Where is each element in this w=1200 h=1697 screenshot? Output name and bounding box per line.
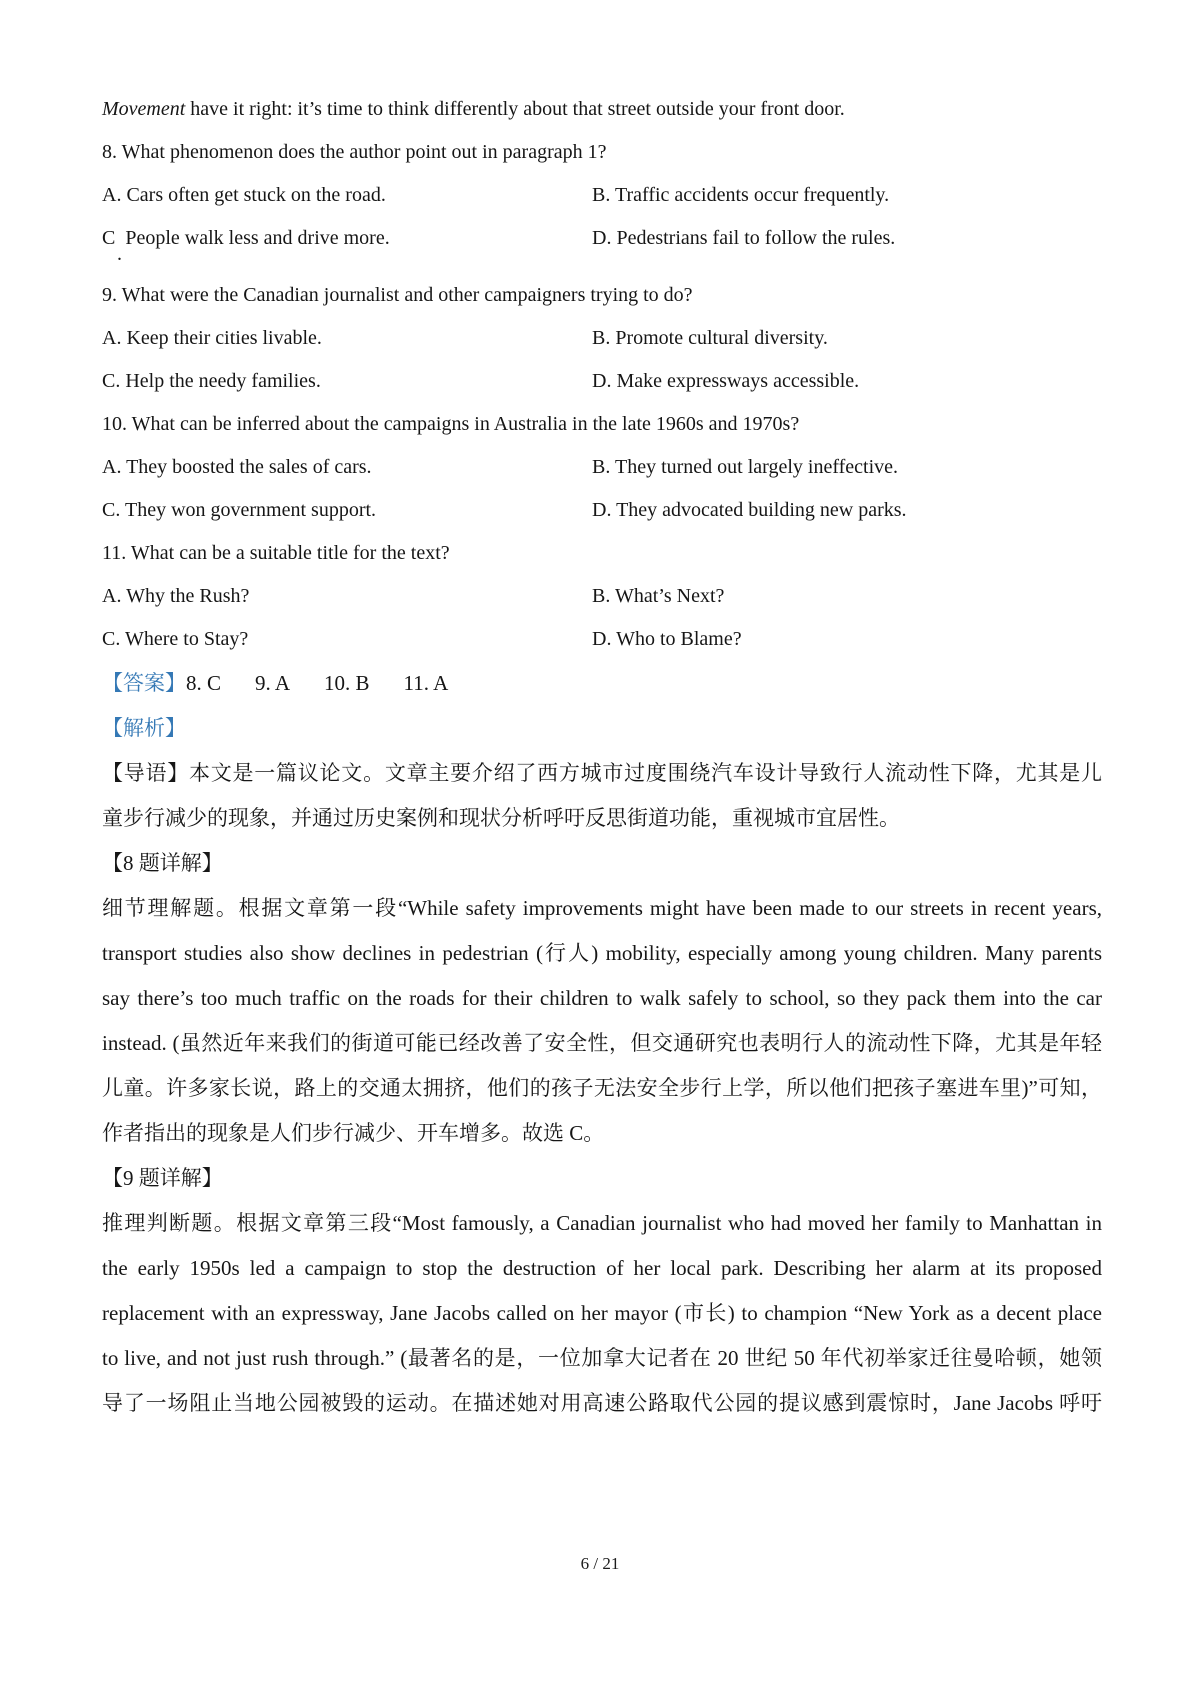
detail-8-line-3: say there’s too much traffic on the roads for their children to walk safely to school, so they pack them into the car	[102, 986, 1102, 1010]
detail-9-line-1: 推理判断题。根据文章第三段“Most famously, a Canadian journalist who had moved her family to Manhattan in	[102, 1211, 1102, 1235]
question-10-option-d: D. They advocated building new parks.	[592, 499, 907, 521]
answer-q11: 11. A	[403, 671, 449, 695]
question-9-option-a: A. Keep their cities livable.	[102, 327, 322, 349]
question-8-options-cd	[102, 217, 1102, 265]
analysis-label: 【解析】	[102, 716, 186, 740]
question-11-stem: 11. What can be a suitable title for the text?	[102, 542, 450, 564]
question-8-option-c: C People walk less and drive more.	[102, 227, 390, 249]
answer-q8: 8. C	[186, 671, 222, 695]
question-11-option-a: A. Why the Rush?	[102, 585, 250, 607]
detail-8-line-2: transport studies also show declines in pedestrian (行人) mobility, especially among young children. Many parents	[102, 941, 1102, 965]
passage-title-italic: Movement	[102, 98, 186, 120]
question-8-option-a: A. Cars often get stuck on the road.	[102, 184, 386, 206]
question-11-option-b: B. What’s Next?	[592, 585, 725, 607]
question-10-option-a: A. They boosted the sales of cars.	[102, 456, 372, 478]
question-11-options-ab	[102, 575, 1102, 618]
detail-8-line-1: 细节理解题。根据文章第一段“While safety improvements might have been made to our streets in recent years,	[102, 896, 1102, 920]
question-9-option-d: D. Make expressways accessible.	[592, 370, 860, 392]
overview-line-2: 童步行减少的现象，并通过历史案例和现状分析呼吁反思街道功能，重视城市宜居性。	[102, 806, 900, 830]
question-9-options-ab	[102, 317, 1102, 360]
question-10-option-c: C. They won government support.	[102, 499, 377, 521]
question-10-options-ab	[102, 446, 1102, 489]
detail-8-line-6: 作者指出的现象是人们步行减少、开车增多。故选 C。	[102, 1121, 605, 1145]
detail-9-heading: 【9 题详解】	[102, 1166, 223, 1190]
detail-9-line-4: to live, and not just rush through.” (最著名的是，一位加拿大记者在 20 世纪 50 年代初举家迁往曼哈顿，她领	[102, 1346, 1102, 1370]
answer-q9: 9. A	[255, 671, 291, 695]
question-11-option-c: C. Where to Stay?	[102, 628, 249, 650]
passage-closing-text: have it right: it’s time to think differently about that street outside your front door.	[185, 98, 845, 120]
question-10-option-b: B. They turned out largely ineffective.	[592, 456, 899, 478]
detail-9-line-5: 导了一场阻止当地公园被毁的运动。在描述她对用高速公路取代公园的提议感到震惊时，Jane Jacobs 呼吁	[102, 1391, 1102, 1415]
question-8-option-b: B. Traffic accidents occur frequently.	[592, 184, 890, 206]
question-11-option-d: D. Who to Blame?	[592, 628, 742, 650]
analysis-heading	[102, 706, 1102, 751]
answer-q10: 10. B	[324, 671, 370, 695]
question-9-option-b: B. Promote cultural diversity.	[592, 327, 828, 349]
question-11-options-cd	[102, 618, 1102, 661]
question-9-option-c: C. Help the needy families.	[102, 370, 321, 392]
question-9-options-cd	[102, 360, 1102, 403]
question-8-options-ab	[102, 174, 1102, 217]
detail-9-line-3: replacement with an expressway, Jane Jacobs called on her mayor (市长) to champion “New York as a decent place	[102, 1301, 1102, 1325]
question-8-stem: 8. What phenomenon does the author point out in paragraph 1?	[102, 141, 607, 163]
page-number: 6 / 21	[580, 1554, 620, 1573]
question-10-options-cd	[102, 489, 1102, 532]
passage-closing-line	[102, 88, 1102, 131]
detail-8-heading: 【8 题详解】	[102, 851, 223, 875]
answers-label: 【答案】	[102, 671, 186, 695]
overview-line-1: 【导语】本文是一篇议论文。文章主要介绍了西方城市过度围绕汽车设计导致行人流动性下降，尤其是儿	[102, 761, 1102, 785]
detail-8-line-5: 儿童。许多家长说，路上的交通太拥挤，他们的孩子无法安全步行上学，所以他们把孩子塞进车里)”可知，	[102, 1076, 1102, 1100]
stray-period-artifact: .	[117, 243, 122, 265]
detail-8-line-4: instead. (虽然近年来我们的街道可能已经改善了安全性，但交通研究也表明行人的流动性下降，尤其是年轻	[102, 1031, 1102, 1055]
answers-row	[102, 661, 1102, 706]
detail-9-line-2: the early 1950s led a campaign to stop the destruction of her local park. Describing her alarm at its proposed	[102, 1256, 1102, 1280]
question-8-option-d: D. Pedestrians fail to follow the rules.	[592, 227, 896, 249]
question-10-stem: 10. What can be inferred about the campaigns in Australia in the late 1960s and 1970s?	[102, 413, 800, 435]
question-9-stem: 9. What were the Canadian journalist and other campaigners trying to do?	[102, 284, 693, 306]
